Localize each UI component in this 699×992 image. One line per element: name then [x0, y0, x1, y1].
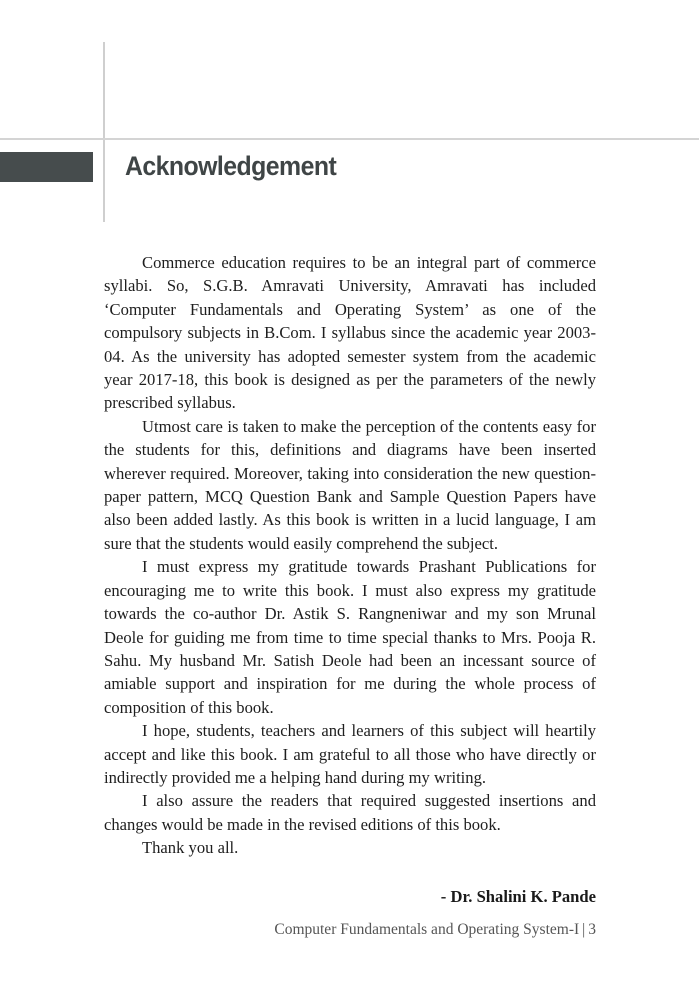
paragraph-2: Utmost care is taken to make the perception of the contents easy for the students for this, definitions and diagrams have been inserted wherever required. Moreover, taking into consideration the new question-paper pattern, MCQ Question Bank and Sample Question Papers have also been added lastly. As this book is written in a lucid language, I am sure that the students would easily comprehend the subject. — [104, 416, 596, 553]
horizontal-rule — [0, 138, 699, 140]
author-signature: - Dr. Shalini K. Pande — [440, 887, 596, 906]
body-text — [104, 251, 596, 860]
footer-book-title: Computer Fundamentals and Operating System-I — [274, 921, 580, 938]
vertical-rule — [103, 42, 105, 222]
paragraph-1: Commerce education requires to be an integral part of commerce syllabi. So, S.G.B. Amravati University, Amravati has included ‘Computer Fundamentals and Operating System’ as one of the compulsory subjects in B.Com. I syllabus since the academic year 2003-04. As the university has adopted semester system from the academic year 2017-18, this book is designed as per the parameters of the newly prescribed syllabus. — [104, 253, 596, 413]
paragraph-3: I must express my gratitude towards Prashant Publications for encouraging me to write this book. I must also express my gratitude towards the co-author Dr. Astik S. Rangneniwar and my son Mrunal Deole for guiding me from time to time special thanks to Mrs. Pooja R. Sahu. My husband Mr. Satish Deole had been an incessant source of amiable support and inspiration for me during the whole process of composition of this book. — [104, 557, 596, 717]
heading-accent-bar — [0, 152, 93, 182]
paragraph-thanks: Thank you all. — [142, 838, 239, 858]
footer-separator: | — [582, 921, 586, 938]
paragraph-4: I hope, students, teachers and learners of this subject will heartily accept and like this book. I am grateful to all those who have directly or indirectly provided me a helping hand during my writing. — [104, 721, 596, 787]
page-footer — [274, 919, 596, 941]
paragraph-5: I also assure the readers that required suggested insertions and changes would be made in the revised editions of this book. — [104, 791, 596, 834]
footer-page-number: 3 — [588, 921, 596, 938]
page-title: Acknowledgement — [125, 151, 337, 181]
